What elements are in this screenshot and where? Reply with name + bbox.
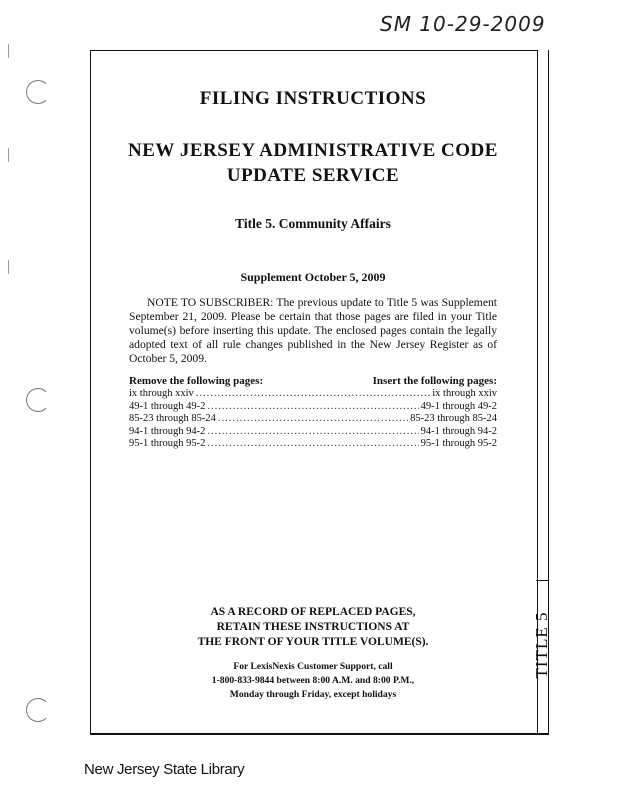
support-line: 1-800-833-9844 between 8:00 A.M. and 8:00 P.M., [211,675,415,686]
remove-pages: 94-1 through 94-2 [129,425,206,437]
insert-header: Insert the following pages: [372,375,497,387]
remove-header: Remove the following pages: [129,375,264,387]
insert-pages: 94-1 through 94-2 [420,425,497,437]
dot-leader [207,426,418,439]
record-instructions [90,605,536,650]
tab-divider [536,580,549,581]
remove-pages: ix through xxiv [129,388,194,399]
table-row [129,426,497,439]
insert-pages: 49-1 through 49-2 [420,400,497,412]
customer-support-info [90,660,536,702]
punch-hole-bottom [26,698,50,722]
title-subtitle: Title 5. Community Affairs [235,216,391,231]
insert-pages: 95-1 through 95-2 [420,438,497,449]
table-row [129,413,497,426]
insert-pages: ix through xxiv [432,388,497,399]
title-tab-label: TITLE 5 [532,611,551,679]
record-line: THE FRONT OF YOUR TITLE VOLUME(S). [197,636,429,648]
remove-pages: 49-1 through 49-2 [129,400,206,412]
page-title: FILING INSTRUCTIONS [199,88,427,109]
bottom-border [90,733,549,735]
heading-line: UPDATE SERVICE [226,165,400,186]
insert-pages: 85-23 through 85-24 [410,413,497,424]
dot-leader [207,401,418,414]
dot-leader [207,438,418,451]
dot-leader [218,413,408,426]
table-header [129,375,497,388]
remove-pages: 95-1 through 95-2 [129,438,206,449]
support-line: Monday through Friday, except holidays [229,689,397,700]
record-line: RETAIN THESE INSTRUCTIONS AT [216,621,410,633]
margin-mark [8,148,9,162]
heading-line: NEW JERSEY ADMINISTRATIVE CODE [128,140,498,161]
punch-hole-top [26,80,50,104]
margin-mark [8,44,9,58]
table-row [129,401,497,414]
margin-mark [8,260,9,274]
remove-pages: 85-23 through 85-24 [129,413,216,424]
supplement-date: Supplement October 5, 2009 [240,270,386,284]
punch-hole-middle [26,388,50,412]
page-replacement-table [129,375,497,451]
support-line: For LexisNexis Customer Support, call [233,661,393,672]
table-row [129,438,497,451]
main-heading [90,138,536,188]
subscriber-note: NOTE TO SUBSCRIBER: The previous update to Title 5 was Supplement September 21, 2009. Please be certain that those pages are filed in your Title volume(s) before inserting this update. The enclosed pages contain the legally adopted text of all rule changes published in the New Jersey Register as of October 5, 2009. [129,296,497,365]
record-line: AS A RECORD OF REPLACED PAGES, [210,606,416,618]
library-footer: New Jersey State Library [84,761,245,778]
table-row [129,388,497,401]
handwritten-note: SM 10-29-2009 [380,12,546,36]
dot-leader [196,388,431,401]
